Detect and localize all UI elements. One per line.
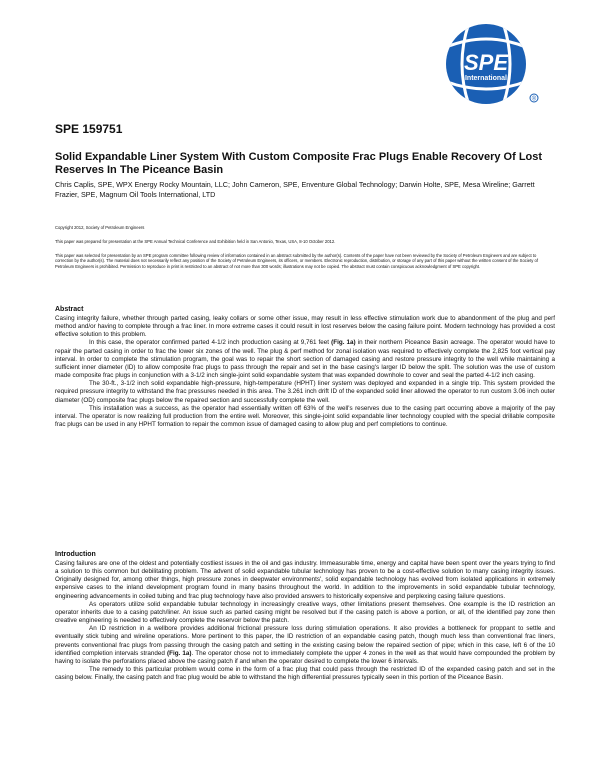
logo-text-international: International xyxy=(464,75,508,82)
abstract-paragraph-1: Casing integrity failure, whether through parted casing, leaky collars or some other issue, may result in less effective stimulation work due to abandonment of the plug and perf method and/or having to complete through a frac liner. In more extreme cases it could result in lost reserves below the casing failure point. Modern technology has provided a cost effective solution to this problem. xyxy=(55,315,555,339)
abstract-heading: Abstract xyxy=(55,306,84,313)
abstract-p2-text-b: in their northern Piceance Basin acreage. The operator would have to repair the parted casing in order to frac the lower six zones of the well. The plug & perf method for zonal isolation was required to effectively complete the 2,825 foot vertical pay interval. In order to complete the stimulation program, the goal was to repair the short section of damaged casing and restore pressure integrity to the well while maintaining a sufficient inner diameter (ID) to allow composite frac plugs to pass through the repair and set in the base casing's larger ID below the split. The solution was the use of custom made composite frac plugs in conjunction with a 3-1/2 inch single-joint solid expandable system that was expanded downhole to cover and seal the parted 4-1/2 inch casing. xyxy=(55,339,555,380)
abstract-paragraph-2 xyxy=(55,339,555,380)
paper-title: Solid Expandable Liner System With Custom Composite Frac Plugs Enable Recovery Of Lost Reserves In The Piceance Basin xyxy=(55,151,543,176)
selection-notice: This paper was selected for presentation by an SPE program committee following review of information contained in an abstract submitted by the author(s). Contents of the paper have not been reviewed by the Society of Petroleum Engineers and are subject to correction by the author(s). The material does not necessarily reflect any position of the Society of Petroleum Engineers, its officers, or members. Electronic reproduction, distribution, or storage of any part of this paper without the written consent of the Society of Petroleum Engineers is prohibited. Permission to reproduce in print is restricted to an abstract of not more than 300 words; illustrations may not be copied. The abstract must contain conspicuous acknowledgment of SPE copyright. xyxy=(55,253,539,269)
introduction-paragraph-4: The remedy to this particular problem would come in the form of a frac plug that could pass through the restricted ID of the expanded casing patch and set in the casing below. Finally, the casing patch and frac plug would be able to withstand the high differential pressures typically seen in this portion of the Piceance Basin. xyxy=(55,666,555,682)
intro-p3-text-b: . The operator chose not to immediately complete the upper 4 zones in the well as that would have compounded the problem by having to isolate the perforations placed above the casing patch if and when the operator desired to complete the lower 6 intervals. xyxy=(55,649,556,665)
abstract-p2-text-a: In this case, the operator confirmed parted 4-1/2 inch production casing at 9,761 feet xyxy=(89,339,332,347)
introduction-section xyxy=(55,560,555,682)
logo-text-spe: SPE xyxy=(463,50,509,75)
abstract-paragraph-3: The 30-ft., 3-1/2 inch solid expandable high-pressure, high-temperature (HPHT) liner system was deployed and expanded in a single trip. This system provided the required pressure integrity to withstand the frac pressures needed in this area. The 3.261 inch drift ID of the expanded solid liner allowed the operator to run custom 3.06 inch outer diameter (OD) composite frac plugs below the repaired section and successfully complete the well. xyxy=(55,380,555,404)
presentation-notice: This paper was prepared for presentation at the SPE Annual Technical Conference and Exhibition held in San Antonio, Texas, USA, 8-10 October 2012. xyxy=(55,239,336,244)
abstract-section xyxy=(55,315,555,429)
registered-mark: ® xyxy=(531,96,537,103)
paper-number: SPE 159751 xyxy=(55,122,123,136)
figure-reference-1a: (Fig. 1a) xyxy=(331,339,356,347)
copyright-notice: Copyright 2012, Society of Petroleum Engineers xyxy=(55,225,145,230)
author-list: Chris Caplis, SPE, WPX Energy Rocky Mountain, LLC; John Cameron, SPE, Enventure Global Technology; Darwin Holte, SPE, Mesa Wireline; Garrett Frazier, SPE, Magnum Oil Tools International, LTD xyxy=(55,180,535,199)
introduction-paragraph-2: As operators utilize solid expandable tubular technology in increasingly creative ways, other limitations present themselves. One example is the ID restriction an operator inherits due to a casing patch/liner. An issue such as parted casing might be resolved but if the casing patch is above a portion, or all, of the identified pay zone then creative engineering is needed to effectively complete the reservoir below the patch. xyxy=(55,600,555,625)
spe-international-logo-icon xyxy=(440,18,544,108)
introduction-paragraph-1: Casing failures are one of the oldest and potentially costliest issues in the oil and gas industry. Immeasurable time, energy and capital have been spent over the years trying to find a solution to this common but debilitating problem. The advent of solid expandable tubular technology has proven to be a cost-effective solution to many casing integrity issues. Originally designed for, among other things, high pressure zones in deepwater environments', solid expandable technology has evolved from isolated applications in extremely expensive cases to the inland development program found in many basins throughout the world. In addition to the improvements in solid expandable tubular technology, engineering advancements in coiled tubing and frac plug technology have also provided answers to historically expensive and perplexing casing failure questions. xyxy=(55,560,555,600)
figure-reference-1a-intro: (Fig. 1a) xyxy=(167,649,192,657)
introduction-heading: Introduction xyxy=(55,551,96,558)
introduction-paragraph-3 xyxy=(55,625,555,666)
intro-p3-text-a: An ID restriction in a wellbore provides additional frictional pressure loss during stimulation operations. It also provides a bottleneck for proppant to settle and eventually stick tubing and wireline operations. More pertinent to this paper, the ID restriction of an expandable casing patch, though much less than conventional frac liners, prevents conventional frac plugs from passing through the casing patch and setting in the existing casing below the repaired section of pipe; which in this case, left 6 of the 10 identified completion intervals stranded xyxy=(55,625,555,657)
abstract-paragraph-4: This installation was a success, as the operator had essentially written off 63% of the well's reserves due to the casing part occurring above a majority of the pay interval. The operator is now realizing full production from the entire well. Moreover, this single-joint solid expandable liner technology coupled with the special drillable composite frac plugs can be used in any HPHT formation to repair the common issue of damaged casing to allow plug and perf completions to continue. xyxy=(55,404,555,429)
